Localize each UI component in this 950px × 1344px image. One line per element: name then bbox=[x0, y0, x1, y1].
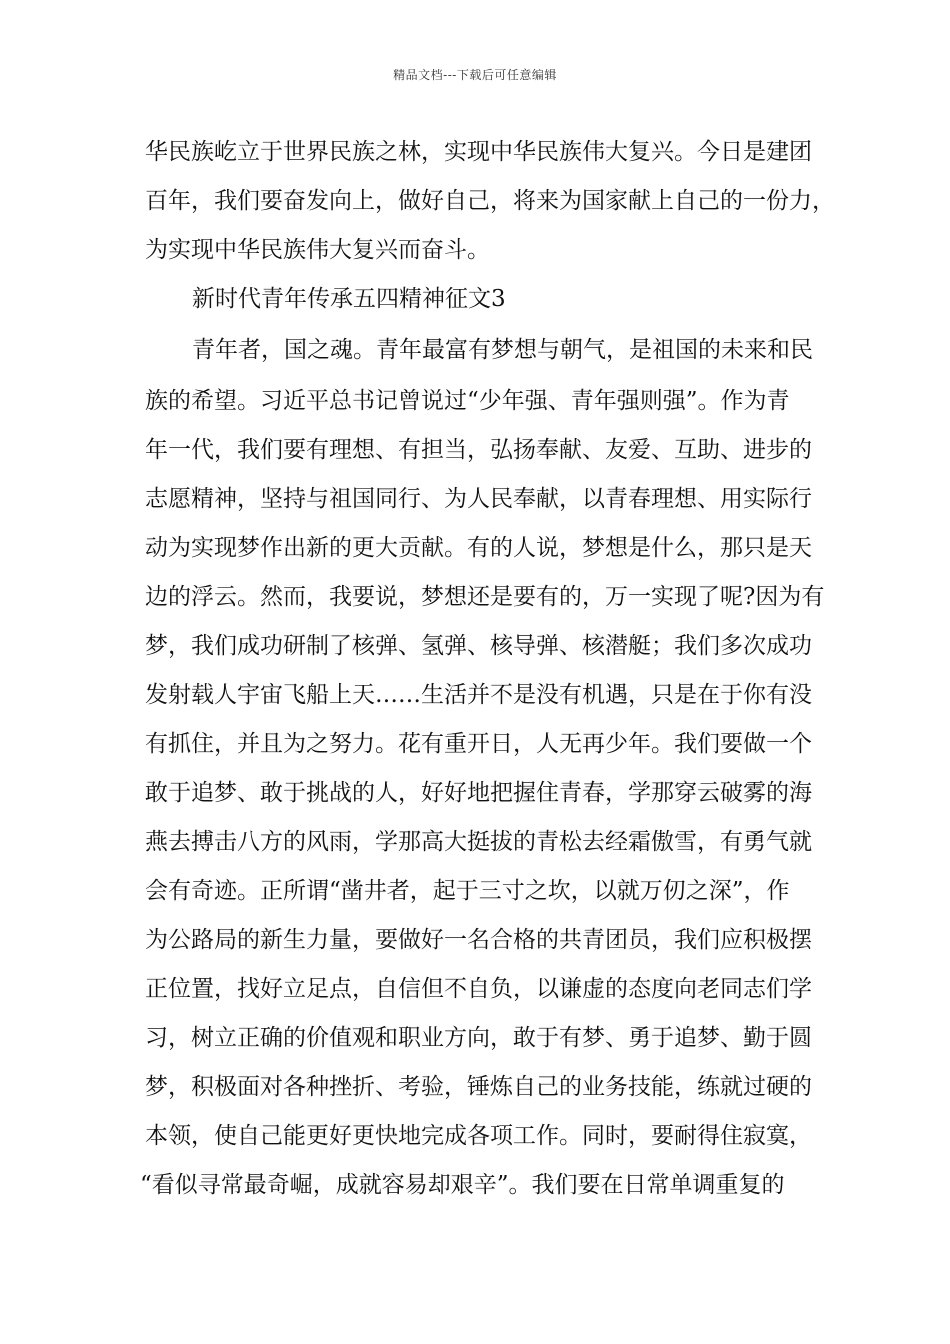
text-line: 动为实现梦作出新的更大贡献。有的人说，梦想是什么，那只是天 bbox=[145, 535, 812, 561]
text-line: 百年，我们要奋发向上，做好自己，将来为国家献上自己的一份力， bbox=[145, 188, 835, 214]
text-line: 正位置，找好立足点，自信但不自负，以谦虚的态度向老同志们学 bbox=[145, 976, 812, 1002]
section-title: 新时代青年传承五四精神征文3 bbox=[192, 286, 506, 312]
text-line: 年一代，我们要有理想、有担当，弘扬奉献、友爱、互助、进步的 bbox=[145, 437, 812, 463]
text-line: 梦，积极面对各种挫折、考验，锤炼自己的业务技能，练就过硬的 bbox=[145, 1074, 812, 1100]
text-line: 梦，我们成功研制了核弹、氢弹、核导弹、核潜艇；我们多次成功 bbox=[145, 633, 812, 659]
text-line: 本领，使自己能更好更快地完成各项工作。同时，要耐得住寂寞， bbox=[145, 1123, 812, 1149]
text-line: 有抓住，并且为之努力。花有重开日，人无再少年。我们要做一个 bbox=[145, 731, 812, 757]
text-line: 边的浮云。然而，我要说，梦想还是要有的，万一实现了呢?因为有 bbox=[145, 584, 825, 610]
text-line: 青年者，国之魂。青年最富有梦想与朝气，是祖国的未来和民 bbox=[192, 337, 813, 363]
text-line: 习，树立正确的价值观和职业方向，敢于有梦、勇于追梦、勤于圆 bbox=[145, 1025, 812, 1051]
text-line: 为公路局的新生力量，要做好一名合格的共青团员，我们应积极摆 bbox=[145, 927, 812, 953]
text-line: “看似寻常最奇崛，成就容易却艰辛”。我们要在日常单调重复的 bbox=[140, 1172, 785, 1198]
text-line: 为实现中华民族伟大复兴而奋斗。 bbox=[145, 237, 490, 263]
text-line: 敢于追梦、敢于挑战的人，好好地把握住青春，学那穿云破雾的海 bbox=[145, 780, 812, 806]
text-line: 华民族屹立于世界民族之林，实现中华民族伟大复兴。今日是建团 bbox=[145, 139, 812, 165]
text-line: 发射载人宇宙飞船上天……生活并不是没有机遇，只是在于你有没 bbox=[145, 682, 812, 708]
text-line: 族的希望。习近平总书记曾说过“少年强、青年强则强”。作为青 bbox=[145, 388, 790, 414]
text-line: 志愿精神，坚持与祖国同行、为人民奉献，以青春理想、用实际行 bbox=[145, 486, 812, 512]
page-header: 精品文档---下载后可任意编辑 bbox=[393, 68, 557, 82]
text-line: 会有奇迹。正所谓“凿井者，起于三寸之坎，以就万仞之深”，作 bbox=[145, 878, 790, 904]
text-line: 燕去搏击八方的风雨，学那高大挺拔的青松去经霜傲雪，有勇气就 bbox=[145, 829, 812, 855]
